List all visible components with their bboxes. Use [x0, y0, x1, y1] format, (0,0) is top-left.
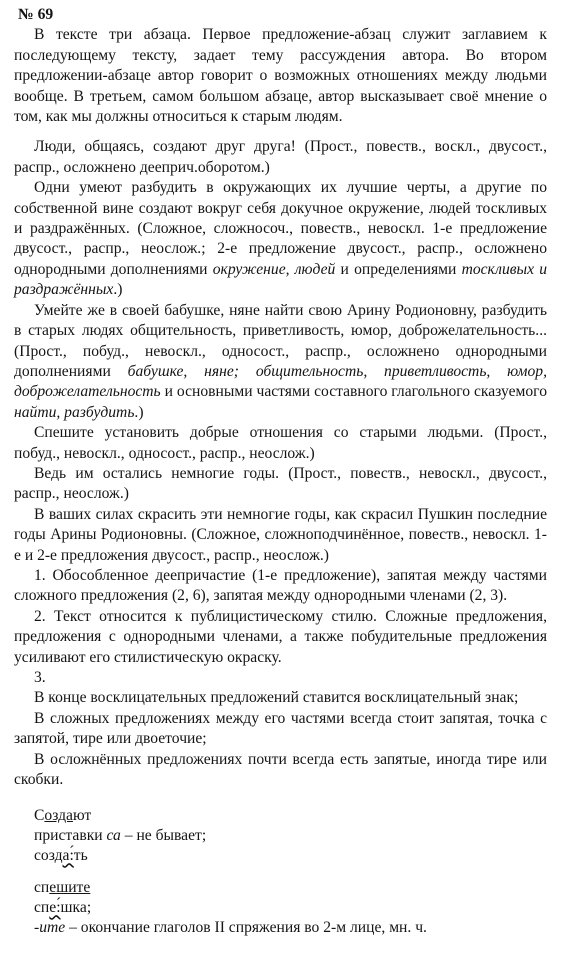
answer-2: 2. Текст относится к публицистическому стилю. Сложные предложения, предложения с однородными членами, а также побудительные предложения усиливают его стилистическую окраску.	[14, 607, 547, 666]
sentence-1-analysis: Люди, общаясь, создают друг друга! (Прост., повеств., воскл., двусост., распр., осложнено дееприч.оборотом.)	[14, 138, 547, 176]
answer-3-rule-1: В конце восклицательных предложений ставится восклицательный знак;	[34, 689, 519, 707]
word-2-note: -ите – окончание глаголов II спряжения во 2-м лице, мн. ч.	[34, 919, 427, 937]
exercise-number: № 69	[18, 6, 54, 23]
word-group-2	[34, 878, 547, 938]
sentence-3-analysis: Умейте же в своей бабушке, няне найти свою Арину Родионовну, разбудить в старых людях общительность, приветливость, юмор, доброжелательность... (Прост., побуд., невоскл., односост., распр., осложнено однородными дополнениями бабушке, няне; общительность, приветливость, юмор, доброжелательность и основными частями составного глагольного сказуемого найти, разбудить.)	[14, 301, 547, 421]
word-2-check: спе:́шка;	[34, 899, 92, 917]
word-1-note: приставки са – не бывает;	[34, 827, 207, 845]
word-2: спешите	[34, 879, 91, 897]
intro-paragraph: В тексте три абзаца. Первое предложение-абзац служит заглавием к последующему тексту, задает тему рассуждения автора. Во втором предложении-абзаце автор говорит о возможных отношениях между людьми вообще. В третьем, самом большом абзаце, автор высказывает своё мнение о том, как мы должны относиться к старым людям.	[14, 26, 547, 126]
word-1: Создают	[34, 807, 92, 825]
answer-3-rule-3: В осложнённых предложениях почти всегда есть запятые, иногда тире или скобки.	[14, 750, 547, 789]
sentence-4-analysis: Спешите установить добрые отношения со старыми людьми. (Прост., побуд., невоскл., односост., распр., неослож.)	[14, 424, 547, 462]
answer-3-rule-2: В сложных предложениях между его частями всегда стоит запятая, точка с запятой, тире или двоеточие;	[14, 709, 547, 748]
answer-3-label: 3.	[34, 669, 46, 686]
sentence-5-analysis: Ведь им остались немногие годы. (Прост., повеств., невоскл., двусост., распр., неослож.)	[14, 464, 547, 503]
answer-1: 1. Обособленное деепричастие (1-е предложение), запятая между частями сложного предложения (2, 6), запятая между однородными членами (2, 3).	[14, 566, 547, 605]
sentence-6-analysis: В ваших силах скрасить эти немногие годы, как скрасил Пушкин последние годы Арины Родионовны. (Сложное, сложноподчинённое, повеств., невоскл. 1-е и 2-е предложения двусост., распр., неослож.)	[14, 505, 547, 564]
spelling-section	[34, 806, 547, 938]
word-1-check: созда:́ть	[34, 847, 88, 865]
word-group-1	[34, 806, 547, 866]
sentence-2-analysis: Одни умеют разбудить в окружающих их лучшие черты, а другие по собственной вине создают вокруг себя докучное окружение, людей тоскливых и раздражённых. (Сложное, сложносоч., повеств., невоскл. 1-е предложение двусост., распр., неослож.; 2-е предложение двусост., распр., осложнено однородными дополнениями окружение, людей и определениями тоскливых и раздражённых.)	[14, 179, 547, 299]
